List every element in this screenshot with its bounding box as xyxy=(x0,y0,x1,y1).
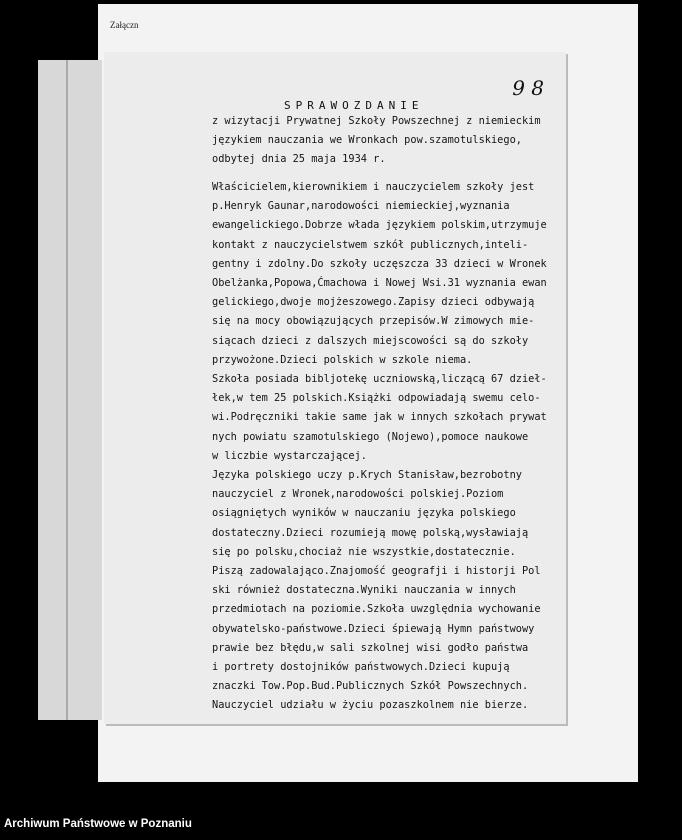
document-line: Obelżanka,Popowa,Ćmachowa i Nowej Wsi.31 wyznania ewan xyxy=(212,277,547,290)
document-line: odbytej dnia 25 maja 1934 r. xyxy=(212,153,386,166)
document-line: p.Henryk Gaunar,narodowości niemieckiej,wyznania xyxy=(212,200,510,213)
document-line: Języka polskiego uczy p.Krych Stanisław,bezrobotny xyxy=(212,469,522,482)
document-line: ewangelickiego.Dobrze włada językiem polskim,utrzymuje xyxy=(212,219,547,232)
document-line: przedmiotach na poziomie.Szkoła uwzględnia wychowanie xyxy=(212,603,541,616)
document-line: nauczyciel z Wronek,narodowości polskiej.Poziom xyxy=(212,488,504,501)
document-line: Piszą zadowalająco.Znajomość geografji i historji Pol xyxy=(212,565,541,578)
handwritten-page-number: 9 8 xyxy=(512,76,544,100)
document-line: osiągniętych wyników w nauczaniu języka polskiego xyxy=(212,507,516,520)
document-line: się na mocy obowiązujących przepisów.W zimowych mie- xyxy=(212,315,535,328)
document-line: znaczki Tow.Pop.Bud.Publicznych Szkół Powszechnych. xyxy=(212,680,529,693)
document-line: prawie bez błędu,w sali szkolnej wisi godło państwa xyxy=(212,641,529,654)
document-line: z wizytacji Prywatnej Szkoły Powszechnej z niemieckim xyxy=(212,115,541,127)
document-line: Szkoła posiada bibljotekę uczniowską,liczącą 67 dzieł- xyxy=(212,373,547,386)
document-line: kontakt z nauczycielstwem szkół publicznych,inteli- xyxy=(212,238,529,251)
document-line: Nauczyciel udziału w życiu pozaszkolnem nie bierze. xyxy=(212,699,529,712)
document-subtitle xyxy=(212,112,672,170)
archive-label: Archiwum Państwowe w Poznaniu xyxy=(4,818,192,830)
document-line: i portrety dostojników państwowych.Dzieci kupują xyxy=(212,661,510,674)
document-line: siącach dzieci z dalszych miejscowości są do szkoły xyxy=(212,334,529,347)
document-line: ski również dostateczna.Wyniki nauczania w innych xyxy=(212,584,516,597)
document-line: przywożone.Dzieci polskich w szkole niema. xyxy=(212,353,473,366)
document-line: obywatelsko-państwowe.Dzieci śpiewają Hymn państwowy xyxy=(212,622,535,635)
back-sheet-tab-label: Załączn xyxy=(110,20,139,30)
document-line: gelickiego,dwoje mojżeszowego.Zapisy dzieci odbywają xyxy=(212,296,535,309)
document-body xyxy=(212,178,672,716)
document-line: dostateczny.Dzieci rozumieją mowę polską,wysławiają xyxy=(212,526,529,539)
document-line: w liczbie wystarczającej. xyxy=(212,449,367,462)
document-line: się po polsku,chociaż nie wszystkie,dostatecznie. xyxy=(212,545,516,558)
left-page-edge xyxy=(38,60,102,720)
document-line: nych powiatu szamotulskiego (Nojewo),pomoce naukowe xyxy=(212,430,529,443)
document-line: Właścicielem,kierownikiem i nauczycielem szkoły jest xyxy=(212,181,535,193)
document-line: łek,w tem 25 polskich.Książki odpowiadają swemu celo- xyxy=(212,392,541,405)
document-title: SPRAWOZDANIE xyxy=(284,99,424,112)
document-line: językiem nauczania we Wronkach pow.szamotulskiego, xyxy=(212,134,522,147)
document-line: wi.Podręczniki takie same jak w innych szkołach prywat xyxy=(212,411,547,424)
left-page-edge-line xyxy=(66,60,68,720)
document-line: gentny i zdolny.Do szkoły uczęszcza 33 dzieci w Wronek xyxy=(212,257,547,270)
